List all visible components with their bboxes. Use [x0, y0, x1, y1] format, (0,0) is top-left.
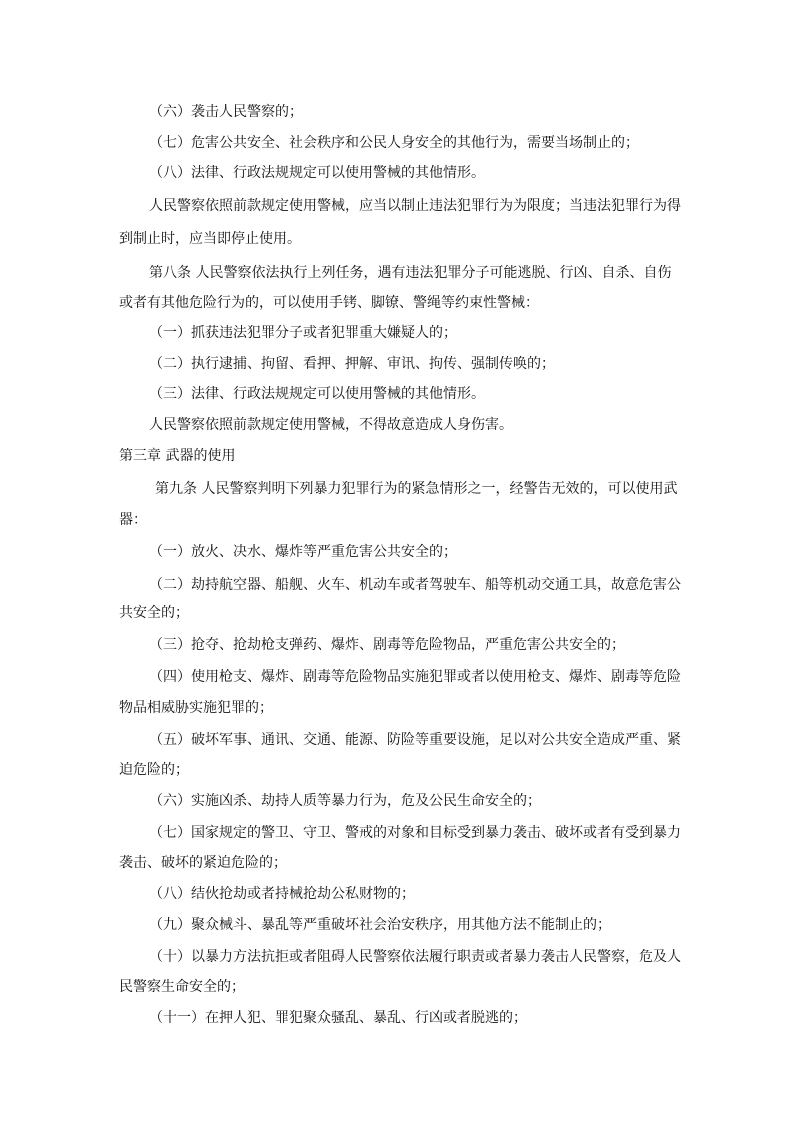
- text-line: （十一）在押人犯、罪犯聚众骚乱、暴乱、行凶或者脱逃的；: [149, 1010, 527, 1026]
- text-line: 共安全的；: [119, 605, 189, 621]
- text-line: （七）国家规定的警卫、守卫、警戒的对象和目标受到暴力袭击、破坏或者有受到暴力: [149, 825, 681, 841]
- text-line: （九）聚众械斗、暴乱等严重破坏社会治安秩序，用其他方法不能制止的；: [149, 917, 611, 933]
- chapter-heading: 第三章 武器的使用: [119, 448, 236, 464]
- text-line: （二）劫持航空器、船舰、火车、机动车或者驾驶车、船等机动交通工具，故意危害公: [149, 577, 681, 593]
- text-line: 或者有其他危险行为的，可以使用手铐、脚镣、警绳等约束性警械：: [119, 295, 539, 311]
- text-line: （四）使用枪支、爆炸、剧毒等危险物品实施犯罪或者以使用枪支、爆炸、剧毒等危险: [149, 669, 681, 685]
- text-line: （七）危害公共安全、社会秩序和公民人身安全的其他行为，需要当场制止的；: [149, 135, 639, 151]
- text-line: 器：: [119, 512, 147, 528]
- text-line: 民警察生命安全的；: [119, 979, 245, 995]
- text-line: 袭击、破坏的紧迫危险的；: [119, 855, 287, 871]
- text-line: （五）破坏军事、通讯、交通、能源、防险等重要设施，足以对公共安全造成严重、紧: [149, 732, 681, 748]
- text-line: （一）抓获违法犯罪分子或者犯罪重大嫌疑人的；: [149, 325, 457, 341]
- text-line: （三）法律、行政法规规定可以使用警械的其他情形。: [149, 386, 485, 402]
- article-heading-line: 第九条 人民警察判明下列暴力犯罪行为的紧急情形之一，经警告无效的，可以使用武: [155, 481, 678, 497]
- text-line: （二）执行逮捕、拘留、看押、押解、审讯、拘传、强制传唤的；: [149, 356, 555, 372]
- text-line: 到制止时，应当即停止使用。: [119, 231, 301, 247]
- text-line: （十）以暴力方法抗拒或者阻碍人民警察依法履行职责或者暴力袭击人民警察，危及人: [149, 949, 681, 965]
- text-line: （六）袭击人民警察的；: [149, 104, 303, 120]
- text-line: （八）法律、行政法规规定可以使用警械的其他情形。: [149, 165, 485, 181]
- article-heading-line: 第八条 人民警察依法执行上列任务，遇有违法犯罪分子可能逃脱、行凶、自杀、自伤: [149, 265, 672, 281]
- text-line: （一）放火、决水、爆炸等严重危害公共安全的；: [149, 544, 457, 560]
- text-line: 人民警察依照前款规定使用警械，不得故意造成人身伤害。: [149, 417, 513, 433]
- text-line: 迫危险的；: [119, 762, 189, 778]
- text-line: （六）实施凶杀、劫持人质等暴力行为，危及公民生命安全的；: [149, 793, 541, 809]
- text-line: 人民警察依照前款规定使用警械，应当以制止违法犯罪行为为限度；当违法犯罪行为得: [149, 198, 681, 214]
- text-line: （八）结伙抢劫或者持械抢劫公私财物的；: [149, 886, 415, 902]
- text-line: （三）抢夺、抢劫枪支弹药、爆炸、剧毒等危险物品，严重危害公共安全的；: [149, 637, 625, 653]
- text-line: 物品相威胁实施犯罪的；: [119, 700, 273, 716]
